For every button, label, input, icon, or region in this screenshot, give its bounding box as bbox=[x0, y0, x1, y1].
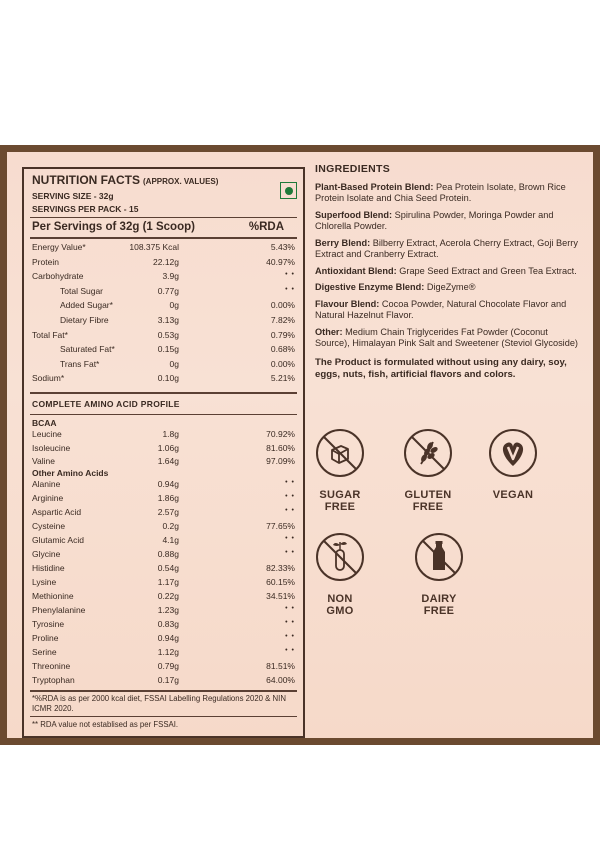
sugar-free-icon bbox=[315, 428, 365, 478]
blend-name: Digestive Enzyme Blend: bbox=[315, 282, 425, 292]
nutrient-label: Sodium* bbox=[32, 373, 65, 384]
nutrient-value: 1.64g bbox=[157, 456, 179, 466]
nutrient-value: 3.13g bbox=[157, 315, 179, 325]
ingredients-section bbox=[315, 164, 585, 387]
badge-label: NON bbox=[327, 593, 353, 605]
nutrient-rda: 40.97% bbox=[266, 256, 295, 267]
nutrient-value: 0g bbox=[169, 300, 179, 311]
divider bbox=[30, 392, 297, 394]
nutrient-value: 2.57g bbox=[157, 507, 179, 517]
nutrient-rda: 5.21% bbox=[270, 373, 295, 384]
nutrient-label: Saturated Fat* bbox=[60, 344, 115, 355]
nutrient-value: 1.86g bbox=[157, 493, 179, 503]
nutrient-label: Cysteine bbox=[32, 521, 66, 531]
nutrient-row bbox=[24, 619, 303, 632]
nutrient-value: 0.94g bbox=[157, 633, 179, 643]
nutrient-label: Carbohydrate bbox=[32, 271, 84, 282]
nutrient-value: 1.12g bbox=[157, 647, 179, 657]
nutrient-rda: • • bbox=[285, 633, 295, 640]
servings-per-pack: SERVINGS PER PACK - 15 bbox=[32, 204, 139, 214]
blend-name: Plant-Based Protein Blend: bbox=[315, 181, 434, 192]
blend-text: DigeZyme® bbox=[426, 282, 476, 292]
nutrient-rda: 60.15% bbox=[266, 577, 295, 587]
nutrient-row bbox=[24, 521, 303, 534]
blend-name: Antioxidant Blend: bbox=[315, 265, 397, 276]
nutrient-row bbox=[24, 373, 303, 386]
nutrient-rda: • • bbox=[285, 507, 295, 514]
divider bbox=[30, 414, 297, 415]
nutrient-rda: 0.68% bbox=[270, 344, 295, 355]
nutrient-row bbox=[24, 563, 303, 576]
rda-header: %RDA bbox=[248, 221, 284, 233]
per-serving-header bbox=[32, 221, 292, 233]
nutrient-rda: 81.51% bbox=[266, 661, 295, 671]
divider bbox=[30, 237, 297, 239]
nutrient-label: Protein bbox=[32, 256, 59, 267]
nutrient-label: Isoleucine bbox=[32, 442, 71, 453]
nutrient-rda: 82.33% bbox=[266, 563, 295, 573]
nutrient-value: 22.12g bbox=[153, 256, 179, 267]
divider bbox=[30, 217, 297, 218]
nutrient-rda: 70.92% bbox=[266, 429, 295, 439]
nutrient-value: 0.15g bbox=[157, 344, 179, 355]
nutrient-label: Aspartic Acid bbox=[32, 507, 82, 517]
nutrient-value: 1.8g bbox=[162, 429, 179, 439]
blend-text: Grape Seed Extract and Green Tea Extract. bbox=[399, 265, 577, 276]
nutrient-row bbox=[24, 242, 303, 255]
ingredient-blend bbox=[315, 266, 585, 278]
dairy-free-icon bbox=[414, 532, 464, 582]
blend-name: Berry Blend: bbox=[315, 237, 371, 248]
nutrient-rda: • • bbox=[285, 549, 295, 556]
nutrient-label: Lysine bbox=[32, 577, 57, 587]
nutrient-value: 108.375 Kcal bbox=[129, 242, 179, 252]
nutrient-label: Trans Fat* bbox=[60, 358, 100, 369]
nutrient-value: 3.9g bbox=[162, 271, 179, 282]
nutrient-value: 0.94g bbox=[157, 479, 179, 489]
nutrient-label: Methionine bbox=[32, 591, 74, 601]
ingredients-title: INGREDIENTS bbox=[315, 163, 391, 175]
nutrient-row bbox=[24, 344, 303, 357]
nutrient-row bbox=[24, 300, 303, 313]
nutrient-rda: • • bbox=[285, 647, 295, 654]
nutrient-row bbox=[24, 661, 303, 674]
bcaa-title: BCAA bbox=[32, 418, 57, 428]
nutrient-label: Arginine bbox=[32, 493, 64, 503]
nutrient-rda: • • bbox=[285, 535, 295, 542]
nutrient-row bbox=[24, 479, 303, 492]
nutrient-rda: 81.60% bbox=[266, 442, 295, 453]
nutrient-value: 0.10g bbox=[157, 373, 179, 384]
nutrient-label: Tryptophan bbox=[32, 675, 75, 685]
nutrition-title bbox=[32, 173, 218, 187]
ingredient-blend bbox=[315, 182, 585, 205]
divider bbox=[30, 716, 297, 717]
nutrient-rda: 0.00% bbox=[270, 300, 295, 311]
nutrient-rda: • • bbox=[285, 493, 295, 500]
nutrient-value: 1.23g bbox=[157, 605, 179, 615]
nutrient-label: Serine bbox=[32, 647, 57, 657]
nutrient-row bbox=[24, 577, 303, 590]
blend-text: Spirulina Powder, Moringa Powder and Chlorella Powder. bbox=[315, 209, 554, 231]
divider bbox=[30, 690, 297, 692]
nutrient-row bbox=[24, 315, 303, 328]
nutrient-rda: 0.79% bbox=[270, 329, 295, 340]
nutrient-row bbox=[24, 493, 303, 506]
badge-gluten-free bbox=[388, 428, 468, 513]
nutrient-rda: • • bbox=[285, 285, 295, 293]
ingredient-blends bbox=[315, 182, 585, 350]
nutrient-value: 0.22g bbox=[157, 591, 179, 601]
nutrient-row bbox=[24, 286, 303, 299]
nutrient-rda: 77.65% bbox=[266, 521, 295, 531]
badge-label: FREE bbox=[412, 501, 444, 513]
nutrient-label: Tyrosine bbox=[32, 619, 65, 629]
vegan-icon bbox=[488, 428, 538, 478]
veg-mark-icon bbox=[280, 182, 297, 199]
ingredient-blend bbox=[315, 282, 585, 294]
gluten-free-icon bbox=[403, 428, 453, 478]
nutrient-rda: 5.43% bbox=[270, 242, 295, 252]
nutrient-value: 1.06g bbox=[157, 442, 179, 453]
nutrient-value: 0.54g bbox=[157, 563, 179, 573]
nutrient-row bbox=[24, 443, 303, 456]
nutrient-label: Total Sugar bbox=[60, 285, 103, 296]
nutrient-row bbox=[24, 591, 303, 604]
nutrient-label: Proline bbox=[32, 633, 59, 643]
free-from-note: The Product is formulated without using any dairy, soy, eggs, nuts, fish, artificial flavors and colors. bbox=[315, 356, 567, 380]
nutrient-row bbox=[24, 271, 303, 284]
badge-label: FREE bbox=[423, 605, 455, 617]
nutrition-title-note: (APPROX. VALUES) bbox=[143, 177, 219, 186]
nutrient-label: Added Sugar* bbox=[60, 300, 113, 311]
nutrient-label: Total Fat* bbox=[32, 329, 68, 340]
nutrient-row bbox=[24, 633, 303, 646]
footnote-rda: *%RDA is as per 2000 kcal diet, FSSAI Labelling Regulations 2020 & NIN ICMR 2020. bbox=[32, 694, 286, 713]
ingredient-blend bbox=[315, 238, 585, 261]
nutrient-rda: 0.00% bbox=[270, 358, 295, 369]
nutrition-facts-box bbox=[22, 167, 305, 738]
nutrient-rda: 7.82% bbox=[270, 315, 295, 325]
nutrient-value: 0.88g bbox=[157, 549, 179, 559]
nutrient-row bbox=[24, 535, 303, 548]
badge-label: GMO bbox=[326, 605, 354, 617]
nutrient-value: 0.77g bbox=[157, 285, 179, 296]
nutrient-label: Dietary Fibre bbox=[60, 315, 109, 325]
per-serving-label: Per Servings of 32g (1 Scoop) bbox=[32, 221, 195, 233]
ingredient-blend bbox=[315, 299, 585, 322]
badge-label: GLUTEN bbox=[404, 489, 452, 501]
nutrient-value: 0.83g bbox=[157, 619, 179, 629]
nutrient-label: Energy Value* bbox=[32, 242, 86, 252]
nutrient-label: Glutamic Acid bbox=[32, 535, 84, 545]
nutrient-label: Threonine bbox=[32, 661, 71, 671]
blend-text: Pea Protein Isolate, Brown Rice Protein Isolate and Chia Seed Protein. bbox=[315, 181, 566, 203]
blend-text: Medium Chain Triglycerides Fat Powder (Coconut Source), Himalayan Pink Salt and Sweetener (Steviol Glycoside) bbox=[315, 326, 578, 348]
nutrient-row bbox=[24, 429, 303, 442]
nutrient-rda: 97.09% bbox=[266, 456, 295, 466]
nutrient-rda: 64.00% bbox=[266, 675, 295, 685]
ingredient-blend bbox=[315, 327, 585, 350]
product-label-frame bbox=[0, 145, 600, 745]
ingredient-blend bbox=[315, 210, 585, 233]
nutrient-row bbox=[24, 359, 303, 372]
blend-text: Bilberry Extract, Acerola Cherry Extract, Goji Berry Extract and Cranberry Extract. bbox=[315, 237, 578, 259]
badge-dairy-free bbox=[399, 532, 479, 617]
badge-non-gmo bbox=[300, 532, 380, 617]
nutrient-value: 1.17g bbox=[157, 577, 179, 587]
nutrient-label: Alanine bbox=[32, 479, 61, 489]
nutrition-title-text: NUTRITION FACTS bbox=[32, 173, 140, 187]
nutrient-row bbox=[24, 330, 303, 343]
nutrient-label: Histidine bbox=[32, 563, 65, 573]
nutrient-row bbox=[24, 549, 303, 562]
nutrient-row bbox=[24, 507, 303, 520]
blend-name: Other: bbox=[315, 326, 343, 337]
badge-label: VEGAN bbox=[492, 489, 534, 501]
nutrient-rda: • • bbox=[285, 619, 295, 626]
amino-acid-title: COMPLETE AMINO ACID PROFILE bbox=[32, 399, 180, 409]
blend-name: Flavour Blend: bbox=[315, 298, 380, 309]
nutrient-label: Valine bbox=[32, 456, 55, 466]
serving-size: SERVING SIZE - 32g bbox=[32, 191, 114, 201]
nutrient-rda: • • bbox=[285, 271, 295, 279]
nutrient-value: 4.1g bbox=[162, 535, 179, 545]
nutrient-value: 0.79g bbox=[157, 661, 179, 671]
other-amino-title: Other Amino Acids bbox=[32, 468, 109, 478]
nutrient-value: 0.17g bbox=[157, 675, 179, 685]
blend-text: Cocoa Powder, Natural Chocolate Flavor and Natural Hazelnut Flavor. bbox=[315, 298, 567, 320]
nutrient-value: 0.2g bbox=[162, 521, 179, 531]
footnote-fssai: ** RDA value not establised as per FSSAI. bbox=[32, 720, 179, 729]
label-panel bbox=[7, 152, 593, 738]
nutrient-value: 0g bbox=[169, 358, 179, 369]
nutrient-label: Glycine bbox=[32, 549, 61, 559]
nutrient-rda: • • bbox=[285, 479, 295, 486]
badge-sugar-free bbox=[300, 428, 380, 513]
nutrient-label: Leucine bbox=[32, 429, 62, 439]
nutrient-row bbox=[24, 647, 303, 660]
nutrient-row bbox=[24, 257, 303, 270]
badge-vegan bbox=[473, 428, 553, 501]
nutrient-label: Phenylalanine bbox=[32, 605, 86, 615]
badge-label: DAIRY bbox=[421, 593, 457, 605]
nutrient-value: 0.53g bbox=[157, 329, 179, 340]
badge-label: SUGAR bbox=[319, 489, 361, 501]
nutrient-rda: 34.51% bbox=[266, 591, 295, 601]
blend-name: Superfood Blend: bbox=[315, 209, 393, 220]
non-gmo-icon bbox=[315, 532, 365, 582]
nutrient-row bbox=[24, 675, 303, 688]
nutrient-rda: • • bbox=[285, 605, 295, 612]
badge-label: FREE bbox=[324, 501, 356, 513]
nutrient-row bbox=[24, 605, 303, 618]
